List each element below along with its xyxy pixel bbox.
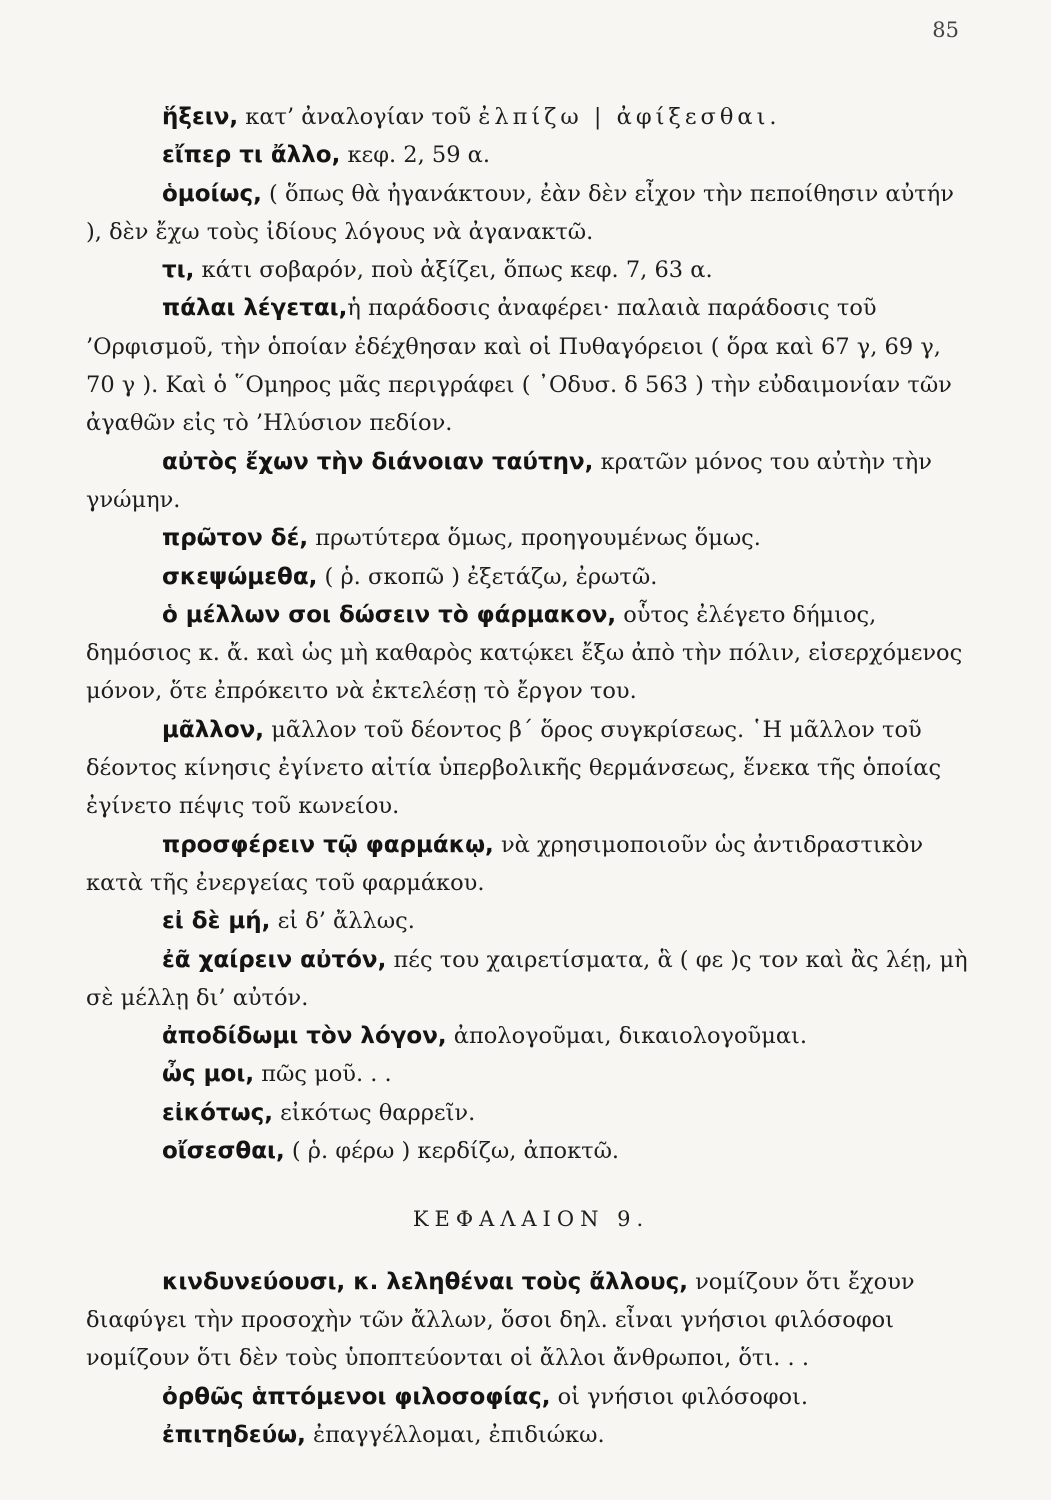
entry-headword: τι, <box>162 257 195 284</box>
entry-headword: εἰ δὲ μή, <box>162 908 271 935</box>
entry-headword: μᾶλλον, <box>162 716 265 743</box>
page-number: 85 <box>932 18 959 42</box>
entry-headword: κινδυνεύουσι, κ. λεληθέναι τοὺς ἄλλους, <box>162 1268 688 1295</box>
entry-headword: προσφέρειν τῷ φαρμάκῳ, <box>162 831 494 858</box>
entry <box>86 175 976 252</box>
entry <box>86 136 976 174</box>
entry <box>86 1017 976 1055</box>
entry <box>86 1416 976 1454</box>
entry-headword: ὦς μοι, <box>162 1061 255 1088</box>
entry <box>86 1263 976 1378</box>
entry <box>86 558 976 596</box>
entry-definition: κρατῶν μόνος του αὐτὴν τὴν γνώμην. <box>86 448 932 513</box>
entry-definition: κατ’ ἀναλογίαν τοῦ <box>238 104 479 130</box>
entry <box>86 1094 976 1132</box>
entry-headword: οἴσεσθαι, <box>162 1138 285 1165</box>
entry-definition: ἡ παράδοσις ἀναφέρει· παλαιὰ παράδοσις τοῦ ’Ορφισμοῦ, τὴν ὁποίαν ἐδέχθησαν καὶ οἱ Πυθαγόρειοι ( ὅρα καὶ 67 γ, 69 γ, 70 γ ). Καὶ ὁ ῞Ομηρος μᾶς περιγράφει ( ᾿Οδυσ. δ 563 ) τὴν εὐδαιμονίαν τῶν ἀγαθῶν εἰς τὸ ’Ηλύσιον πεδίον. <box>86 295 952 437</box>
entry <box>86 251 976 289</box>
entry-headword: ἐᾶ χαίρειν αὐτόν, <box>162 946 387 973</box>
entry <box>86 826 976 903</box>
entry-headword: πάλαι λέγεται, <box>162 295 348 322</box>
entry-spaced-words: ἐλπίζω | ἀφίξεσθαι. <box>478 104 781 130</box>
entry-definition: ( ὅπως θὰ ἠγανάκτουν, ἐὰν δὲν εἶχον τὴν πεποίθησιν αὐτήν ), δὲν ἔχω τοὺς ἰδίους λόγους νὰ ἀγανακτῶ. <box>86 180 954 245</box>
entry-definition: πές του χαιρετίσματα, ἃ ( φε )ς τον καὶ ἂς λέῃ, μὴ σὲ μέλλῃ δι’ αὐτόν. <box>86 946 968 1011</box>
entry-definition: οἱ γνήσιοι φιλόσοφοι. <box>550 1383 809 1410</box>
entry <box>86 1378 976 1416</box>
entry-headword: πρῶτον δέ, <box>162 525 309 552</box>
entry-definition: εἰ δ’ ἄλλως. <box>270 908 415 935</box>
entry <box>86 902 976 940</box>
entry-definition: ἐπαγγέλλομαι, ἐπιδιώκω. <box>305 1421 605 1448</box>
entry <box>86 443 976 520</box>
entry-definition: νομίζουν ὅτι ἔχουν διαφύγει τὴν προσοχὴν τῶν ἄλλων, ὅσοι δηλ. εἶναι γνήσιοι φιλόσοφοι νομίζουν ὅτι δὲν τοὺς ὑποπτεύονται οἱ ἄλλοι ἄνθρωποι, ὅτι. . . <box>86 1268 915 1372</box>
entry <box>86 289 976 442</box>
entry-definition: ( ῥ. σκοπῶ ) ἐξετάζω, ἐρωτῶ. <box>317 563 658 590</box>
entry <box>86 596 976 711</box>
entry-headword: ὁμοίως, <box>162 180 262 207</box>
chapter-heading: ΚΕΦΑΛΑΙΟΝ 9. <box>412 1207 650 1232</box>
page-body <box>86 98 976 1454</box>
entry-definition: κάτι σοβαρόν, ποὺ ἀξίζει, ὅπως κεφ. 7, 63 α. <box>194 257 713 284</box>
entry-headword: ἀποδίδωμι τὸν λόγον, <box>162 1023 447 1050</box>
entry-definition: κεφ. 2, 59 α. <box>340 142 491 169</box>
entry-headword: ὁ μέλλων σοι δώσειν τὸ φάρμακον, <box>162 601 617 628</box>
entry-headword: ἐπιτηδεύω, <box>162 1421 306 1448</box>
entry-definition: πρωτύτερα ὅμως, προηγουμένως ὅμως. <box>308 525 761 552</box>
entry-headword: εἰκότως, <box>162 1099 273 1126</box>
entry-headword: αὐτὸς ἔχων τὴν διάνοιαν ταύτην, <box>162 448 594 475</box>
entry <box>86 941 976 1018</box>
entry <box>86 1132 976 1170</box>
entry-definition: οὗτος ἐλέγετο δήμιος, δημόσιος κ. ἄ. καὶ ὡς μὴ καθαρὸς κατῴκει ἔξω ἀπὸ τὴν πόλιν, εἰσερχόμενος μόνον, ὅτε ἐπρόκειτο νὰ ἐκτελέσῃ τὸ ἔργον του. <box>86 601 963 705</box>
entry-definition: μᾶλλον τοῦ δέοντος β΄ ὅρος συγκρίσεως. ῾Η μᾶλλον τοῦ δέοντος κίνησις ἐγίνετο αἰτία ὑπερβολικῆς θερμάνσεως, ἕνεκα τῆς ὁποίας ἐγίνετο πέψις τοῦ κωνείου. <box>86 716 942 820</box>
entry <box>86 519 976 557</box>
entry-definition: πῶς μοῦ. . . <box>254 1061 392 1088</box>
entry <box>86 98 976 136</box>
entry-definition: ( ῥ. φέρω ) κερδίζω, ἀποκτῶ. <box>284 1138 620 1165</box>
entry-headword: εἴπερ τι ἄλλο, <box>162 142 341 169</box>
entry-definition: εἰκότως θαρρεῖν. <box>272 1099 476 1126</box>
entry-headword: σκεψώμεθα, <box>162 563 318 590</box>
entry-headword: ἥξειν, <box>162 104 239 130</box>
entry-definition: νὰ χρησιμοποιοῦν ὡς ἀντιδραστικὸν κατὰ τῆς ἐνεργείας τοῦ φαρμάκου. <box>86 831 923 896</box>
entry <box>86 711 976 826</box>
entry-headword: ὀρθῶς ἁπτόμενοι φιλοσοφίας, <box>162 1383 551 1410</box>
entry <box>86 1055 976 1093</box>
entry-definition: ἀπολογοῦμαι, δικαιολογοῦμαι. <box>446 1023 807 1050</box>
